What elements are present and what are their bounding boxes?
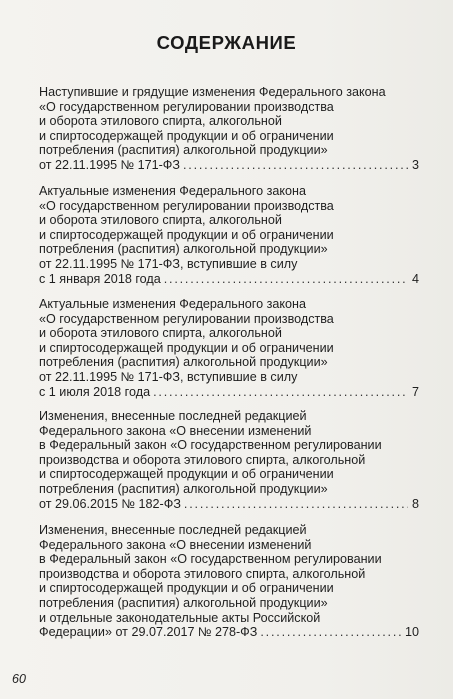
page-number: 4 xyxy=(411,271,419,286)
page-number: 3 xyxy=(411,157,419,172)
toc-entry-tail: от 22.11.1995 № 171-ФЗ xyxy=(39,157,180,172)
toc-entry-line: потребления (распития) алкогольной продукции» xyxy=(39,481,328,496)
toc-entry-last-line xyxy=(39,625,419,640)
toc-entry-line: потребления (распития) алкогольной продукции» xyxy=(39,355,328,370)
page-number: 10 xyxy=(404,625,419,640)
dot-leader xyxy=(164,272,408,287)
toc-entry-line: «О государственном регулировании производства xyxy=(39,99,334,114)
dot-leader xyxy=(260,625,402,640)
toc-entry-line: и спиртосодержащей продукции и об ограничении xyxy=(39,467,334,482)
toc-entry-line: потребления (распития) алкогольной продукции» xyxy=(39,242,328,257)
toc-entry-4 xyxy=(39,409,419,511)
toc-entry-line: и отдельные законодательные акты Российской xyxy=(39,610,321,625)
toc-entry-line: от 22.11.1995 № 171-ФЗ, вступившие в силу xyxy=(39,256,298,271)
toc-entry-last-line xyxy=(39,158,419,173)
page-title: СОДЕРЖАНИЕ xyxy=(156,32,297,53)
toc-entry-line: «О государственном регулировании производства xyxy=(39,311,334,326)
toc-entry-line: «О государственном регулировании производства xyxy=(39,198,334,213)
toc-entry-tail: от 29.06.2015 № 182-ФЗ xyxy=(39,496,181,511)
toc-entry-1 xyxy=(39,85,419,173)
toc-entry-line: и оборота этилового спирта, алкогольной xyxy=(39,114,282,129)
page-number: 8 xyxy=(411,496,419,511)
toc-entry-line: Изменения, внесенные последней редакцией xyxy=(39,523,307,537)
toc-entry-5 xyxy=(39,523,419,640)
toc-entry-line: Федерального закона «О внесении изменений xyxy=(39,423,312,438)
toc-entry-line: Актуальные изменения Федерального закона xyxy=(39,297,307,311)
toc-entry-line: и спиртосодержащей продукции и об ограничении xyxy=(39,128,334,143)
toc-entry-last-line xyxy=(39,272,419,287)
dot-leader xyxy=(183,158,408,173)
toc-entry-line: и оборота этилового спирта, алкогольной xyxy=(39,326,282,341)
dot-leader xyxy=(153,385,408,400)
folio-page-number: 60 xyxy=(12,672,26,686)
toc-entry-last-line xyxy=(39,385,419,400)
toc-entry-line: и оборота этилового спирта, алкогольной xyxy=(39,213,282,228)
toc-entry-line: и спиртосодержащей продукции и об ограничении xyxy=(39,581,334,596)
toc-entry-tail: с 1 января 2018 года xyxy=(39,271,161,286)
toc-entry-line: и спиртосодержащей продукции и об ограничении xyxy=(39,340,334,355)
toc-entry-line: потребления (распития) алкогольной продукции» xyxy=(39,143,328,158)
toc-entry-line: Изменения, внесенные последней редакцией xyxy=(39,409,307,423)
toc-entry-tail: Федерации» от 29.07.2017 № 278-ФЗ xyxy=(39,625,258,640)
dot-leader xyxy=(184,497,408,512)
toc-entry-line: производства и оборота этилового спирта, алкогольной xyxy=(39,452,366,467)
toc-entry-line: в Федеральный закон «О государственном регулировании xyxy=(39,438,382,453)
toc-entry-3 xyxy=(39,297,419,399)
toc-entry-line: Актуальные изменения Федерального закона xyxy=(39,184,307,198)
toc-entry-line: в Федеральный закон «О государственном регулировании xyxy=(39,552,382,567)
toc-entry-line: производства и оборота этилового спирта, алкогольной xyxy=(39,566,366,581)
toc-entry-line: Наступившие и грядущие изменения Федерального закона xyxy=(39,85,386,99)
toc-entry-2 xyxy=(39,184,419,286)
toc-entry-line: потребления (распития) алкогольной продукции» xyxy=(39,595,328,610)
toc-entry-line: и спиртосодержащей продукции и об ограничении xyxy=(39,227,334,242)
toc-entry-last-line xyxy=(39,497,419,512)
toc-entry-line: Федерального закона «О внесении изменений xyxy=(39,537,312,552)
toc-entry-tail: с 1 июля 2018 года xyxy=(39,384,151,399)
toc-entry-line: от 22.11.1995 № 171-ФЗ, вступившие в силу xyxy=(39,369,298,384)
page-number: 7 xyxy=(411,384,419,399)
